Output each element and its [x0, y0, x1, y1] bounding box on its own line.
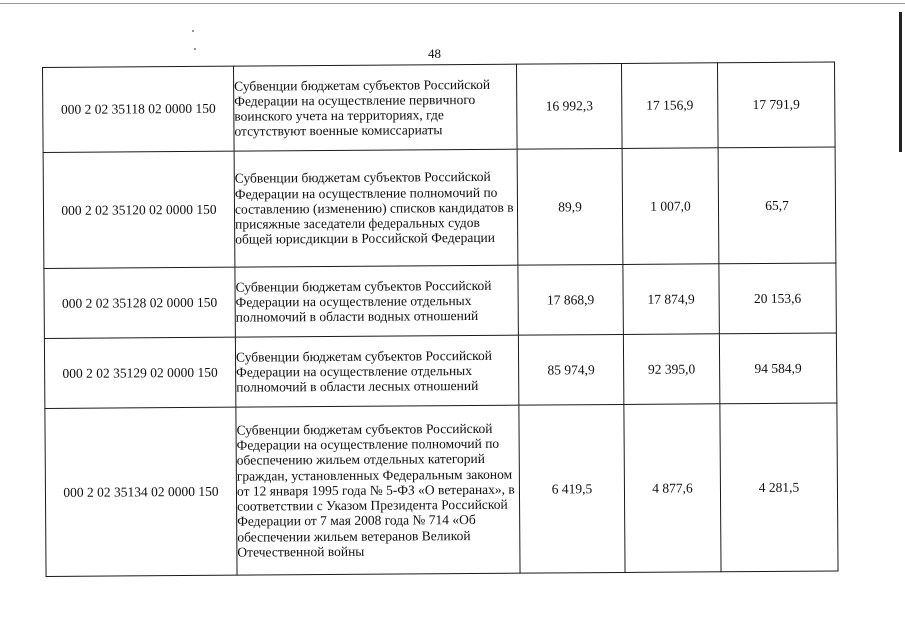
row-value-3: 17 791,9 — [717, 62, 835, 148]
row-code: 000 2 02 35118 02 0000 150 — [43, 66, 235, 152]
row-value-1: 89,9 — [517, 148, 623, 265]
scan-right-edge — [899, 12, 902, 152]
row-value-1: 17 868,9 — [518, 264, 623, 335]
row-description: Субвенции бюджетам субъектов Российской Федерации на осуществление отдельных полномочий в области лесных отношений — [235, 335, 518, 407]
row-code: 000 2 02 35134 02 0000 150 — [45, 407, 237, 576]
row-description: Субвенции бюджетам субъектов Российской Федерации на осуществление отдельных полномочий в области водных отношений — [235, 265, 518, 337]
row-value-3: 20 153,6 — [719, 263, 836, 334]
row-value-3: 65,7 — [718, 147, 836, 264]
table-row — [44, 263, 836, 339]
row-code: 000 2 02 35120 02 0000 150 — [43, 151, 235, 268]
row-value-3: 4 281,5 — [720, 403, 838, 572]
scan-top-edge — [0, 3, 905, 4]
table-row — [43, 62, 836, 153]
row-value-2: 17 874,9 — [623, 264, 719, 335]
row-value-1: 16 992,3 — [516, 63, 622, 149]
scan-speck — [194, 48, 196, 50]
page-number: 48 — [428, 46, 441, 61]
row-description: Субвенции бюджетам субъектов Российской Федерации на осуществление первичного воинского учета на территориях, где отсутствуют военные комиссариаты — [233, 64, 517, 151]
row-value-1: 85 974,9 — [518, 334, 623, 405]
row-value-1: 6 419,5 — [519, 404, 625, 573]
table-row — [43, 147, 836, 269]
row-value-2: 4 877,6 — [624, 404, 721, 573]
row-value-2: 17 156,9 — [621, 63, 718, 149]
row-description: Субвенции бюджетам субъектов Российской Федерации на осуществление полномочий по составлению (изменению) списков кандидатов в присяжные заседатели федеральных судов общей юрисдикции в Российской Федерации — [234, 149, 518, 267]
row-value-3: 94 584,9 — [719, 333, 836, 404]
row-value-2: 92 395,0 — [623, 334, 719, 405]
scan-speck — [192, 30, 194, 32]
row-description: Субвенции бюджетам субъектов Российской Федерации на осуществление полномочий по обеспечению жильем отдельных категорий граждан, установленных Федеральным законом от 12 января 1995 года № 5-ФЗ «О ветеранах», в соответствии с Указом Президента Российской Федерации от 7 мая 2008 года № 714 «Об обеспечении жильем ветеранов Великой Отечественной войны — [236, 405, 520, 575]
row-code: 000 2 02 35128 02 0000 150 — [44, 267, 235, 338]
row-value-2: 1 007,0 — [622, 148, 719, 265]
table-row — [44, 333, 836, 409]
budget-table — [42, 61, 839, 577]
row-code: 000 2 02 35129 02 0000 150 — [44, 337, 235, 408]
table-row — [45, 403, 838, 577]
